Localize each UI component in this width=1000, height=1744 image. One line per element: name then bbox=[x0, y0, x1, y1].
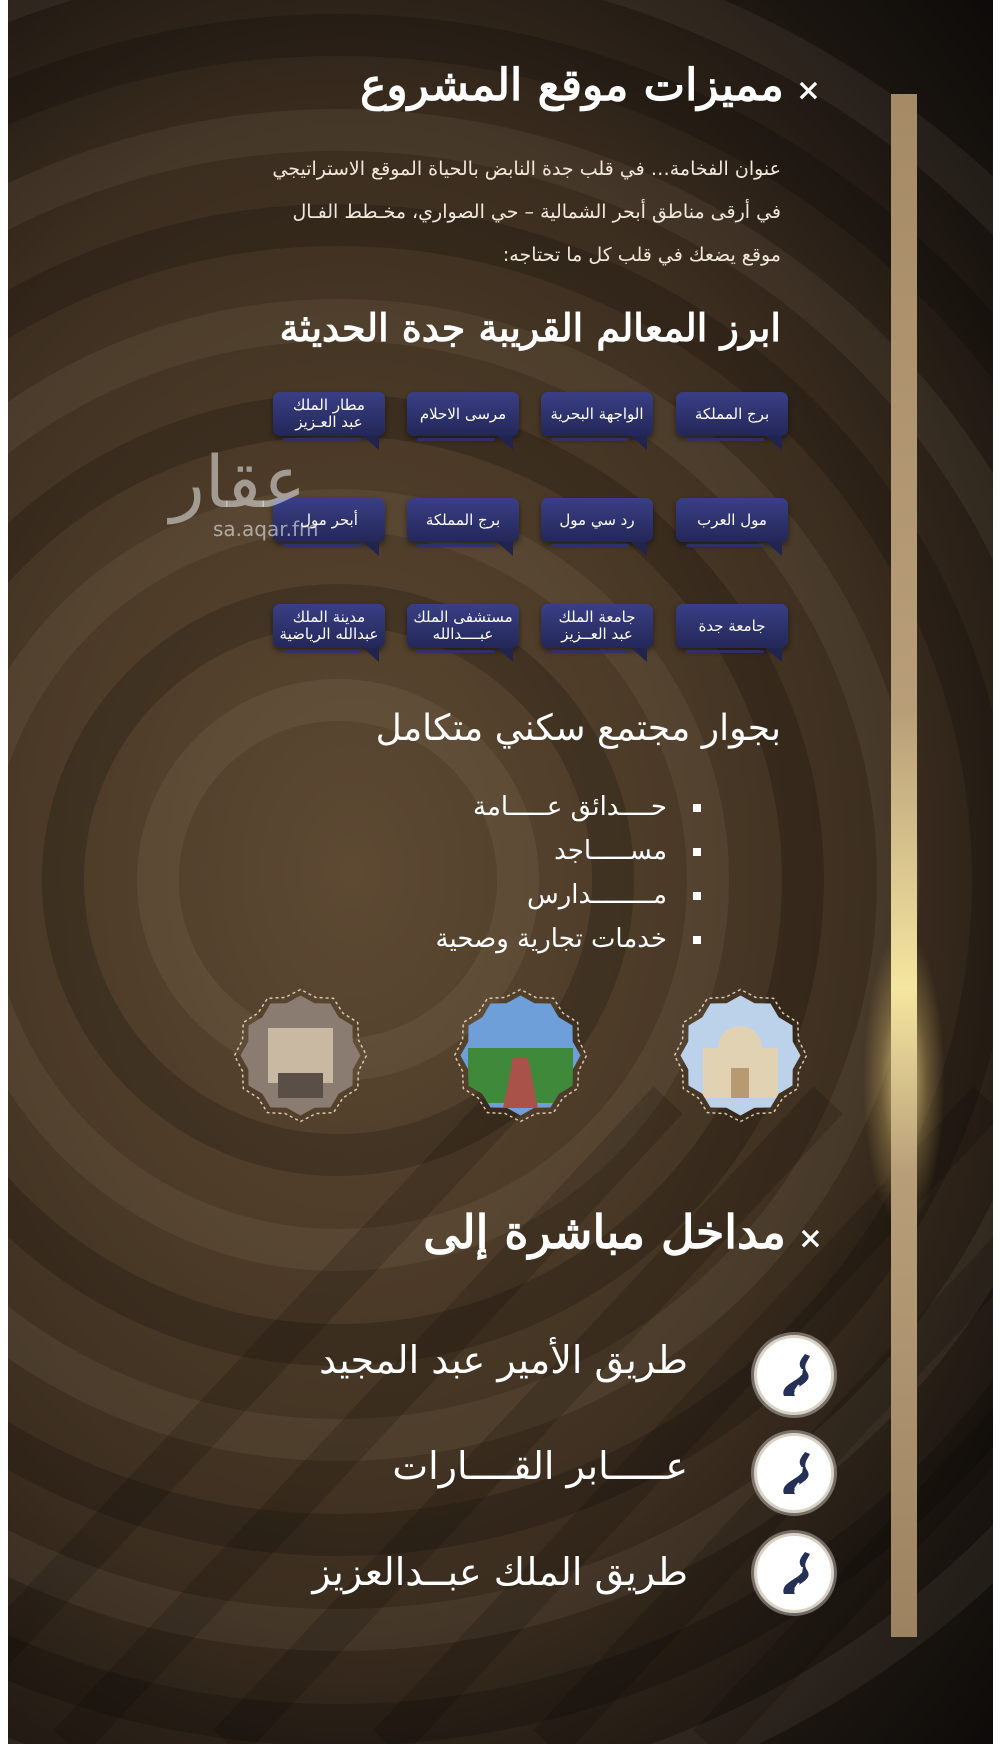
chip-underline bbox=[283, 544, 361, 547]
landmark-chip bbox=[541, 392, 653, 436]
community-item bbox=[554, 836, 701, 866]
community-heading: بجوار مجتمع سكني متكامل bbox=[375, 708, 781, 749]
road-icon bbox=[754, 1433, 834, 1513]
main-title bbox=[360, 60, 821, 111]
landmark-chip bbox=[273, 604, 385, 648]
mall-icon bbox=[233, 988, 368, 1123]
community-item-label: حــــدائق عـــــامة bbox=[473, 792, 667, 822]
intro-line-1: عنوان الفخامة… في قلب جدة النابض بالحياة الموقع الاستراتيجي bbox=[272, 158, 781, 180]
landmark-label: جامعة جدة bbox=[698, 616, 766, 635]
landmark-chip bbox=[676, 392, 788, 436]
watermark-url: sa.aqar.fm bbox=[213, 517, 319, 541]
watermark-logo: عقار bbox=[170, 440, 307, 524]
bullet-icon bbox=[693, 804, 701, 812]
main-title-text: مميزات موقع المشروع bbox=[360, 60, 784, 111]
community-item-label: مســـــاجد bbox=[554, 836, 667, 866]
landmark-label: مطار الملك عبد العـزيز bbox=[293, 396, 365, 431]
community-item-label: خدمات تجارية وصحية bbox=[435, 924, 667, 954]
chip-underline bbox=[417, 650, 495, 653]
intro-line-3: موقع يضعك في قلب كل ما تحتاجه: bbox=[502, 244, 781, 266]
badge-detail bbox=[718, 1026, 762, 1070]
chip-underline bbox=[417, 544, 495, 547]
side-accent-bar bbox=[891, 94, 917, 1637]
community-item bbox=[527, 880, 701, 910]
poster bbox=[8, 0, 993, 1744]
road-name: طريق الأمير عبد المجيد bbox=[319, 1338, 688, 1382]
landmark-label: برج المملكة bbox=[425, 510, 501, 529]
chip-underline bbox=[283, 650, 361, 653]
chip-underline bbox=[686, 544, 764, 547]
badge-detail bbox=[731, 1068, 749, 1098]
chip-underline bbox=[686, 438, 764, 441]
chip-underline bbox=[686, 650, 764, 653]
title-mark-icon: × bbox=[795, 73, 821, 108]
landmark-label: الواجهة البحرية bbox=[550, 404, 644, 423]
bullet-icon bbox=[693, 848, 701, 856]
bullet-icon bbox=[693, 936, 701, 944]
landmark-label: رد سي مول bbox=[559, 510, 635, 529]
park-icon bbox=[453, 988, 588, 1123]
landmark-label: مرسى الاحلام bbox=[419, 404, 507, 423]
community-item bbox=[473, 792, 701, 822]
road-name: عـــــابر القــــارات bbox=[392, 1444, 688, 1488]
entrances-mark-icon: × bbox=[797, 1221, 823, 1256]
road-name: طريق الملك عبــدالعزيز bbox=[312, 1550, 688, 1594]
landmark-chip bbox=[407, 392, 519, 436]
community-item-label: مــــــــدارس bbox=[526, 880, 667, 910]
entrances-heading bbox=[423, 1205, 823, 1259]
landmark-chip bbox=[676, 498, 788, 542]
landmark-label: برج المملكة bbox=[694, 404, 770, 423]
community-item bbox=[436, 924, 701, 954]
landmark-chip bbox=[676, 604, 788, 648]
chip-underline bbox=[551, 544, 629, 547]
chip-underline bbox=[551, 650, 629, 653]
landmark-label: مدينة الملك عبدالله الرياضية bbox=[279, 608, 379, 643]
landmark-label: أبحر مول bbox=[300, 510, 358, 529]
landmarks-heading: ابرز المعالم القريبة جدة الحديثة bbox=[279, 305, 781, 350]
entrances-heading-text: مداخل مباشرة إلى bbox=[423, 1205, 786, 1259]
intro-line-2: في أرقى مناطق أبحر الشمالية – حي الصواري، مخـطط الفـال bbox=[292, 201, 781, 223]
road-icon bbox=[754, 1533, 834, 1613]
bullet-icon bbox=[693, 892, 701, 900]
badge-detail bbox=[278, 1073, 323, 1098]
landmark-chip bbox=[407, 604, 519, 648]
landmark-chip bbox=[407, 498, 519, 542]
landmark-chip bbox=[273, 392, 385, 436]
landmark-label: مول العرب bbox=[697, 510, 767, 529]
chip-underline bbox=[551, 438, 629, 441]
mosque-icon bbox=[673, 988, 808, 1123]
landmark-chip bbox=[541, 604, 653, 648]
landmark-label: مستشفى الملك عبــــدالله bbox=[413, 608, 513, 643]
landmark-chip bbox=[541, 498, 653, 542]
chip-underline bbox=[417, 438, 495, 441]
road-icon bbox=[754, 1335, 834, 1415]
landmark-label: جامعة الملك عبد العــزيز bbox=[558, 608, 636, 643]
